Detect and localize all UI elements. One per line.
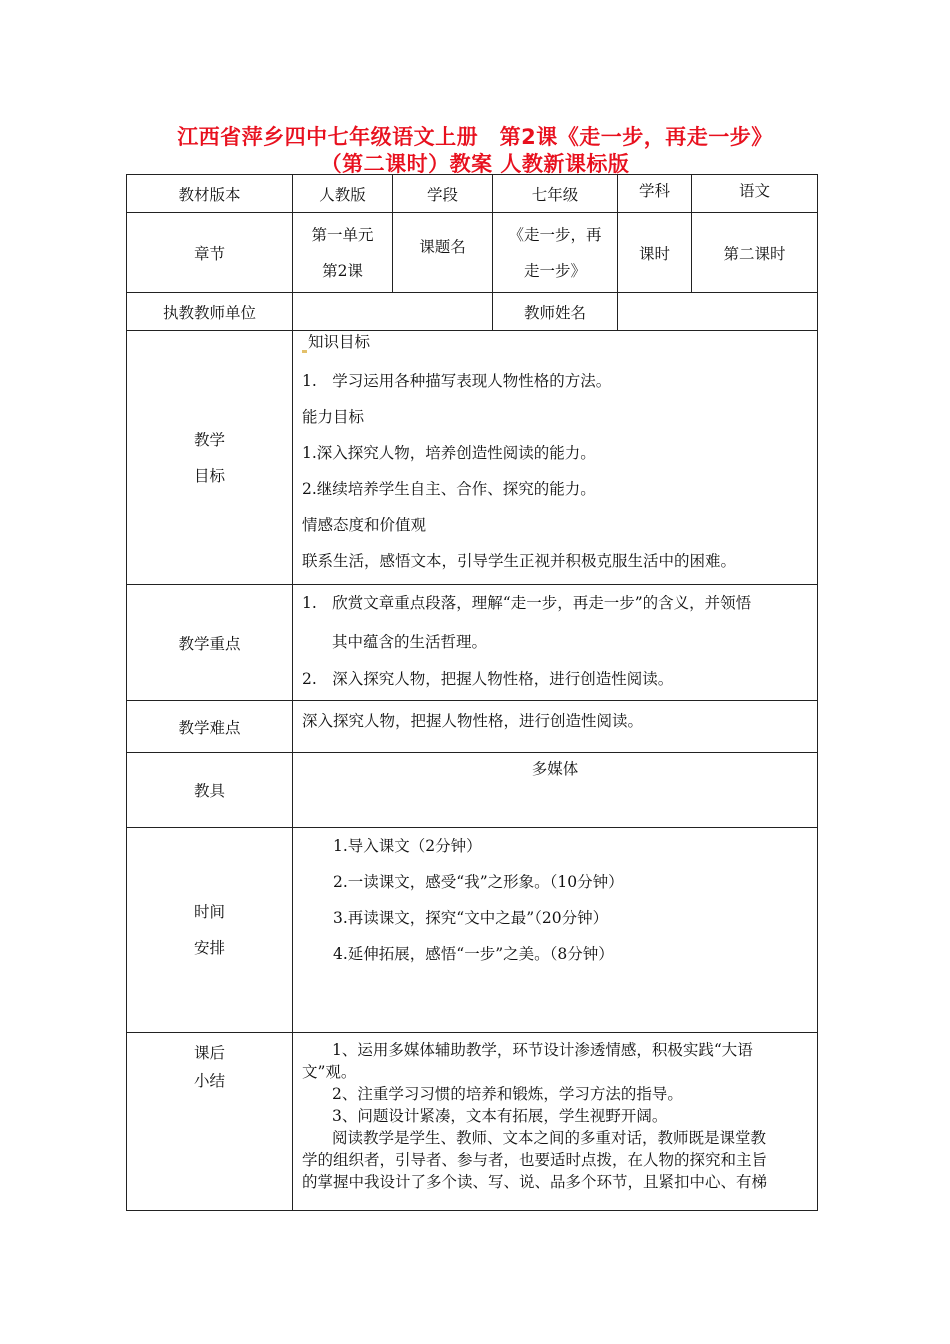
key-points-content xyxy=(293,585,818,701)
summary-label: 课后 小结 xyxy=(127,1033,293,1211)
cell-label: 章节 xyxy=(127,213,293,293)
table-row xyxy=(127,293,818,331)
time-content xyxy=(293,828,818,1033)
summary-line: 学的组织者，引导者、参与者，也要适时点拨，在人物的探究和主旨 xyxy=(302,1151,768,1169)
cell-value: 七年级 xyxy=(493,175,618,213)
cell-label: 教材版本 xyxy=(127,175,293,213)
tools-label: 教具 xyxy=(127,753,293,828)
cell-label: 课时 xyxy=(618,213,692,293)
key-line: 1. 欣赏文章重点段落，理解“走一步，再走一步”的含义，并领悟 xyxy=(302,594,752,612)
summary-line: 阅读教学是学生、教师、文本之间的多重对话，教师既是课堂教 xyxy=(332,1129,767,1147)
summary-line: 的掌握中我设计了多个读、写、说、品多个环节，且紧扣中心、有梯 xyxy=(302,1173,768,1191)
goals-line: 联系生活，感悟文本，引导学生正视并积极克服生活中的困难。 xyxy=(302,552,737,570)
key-line: 2. 深入探究人物，把握人物性格，进行创造性阅读。 xyxy=(302,670,674,688)
cell-value: 第二课时 xyxy=(692,213,818,293)
summary-line: 2、注重学习习惯的培养和锻炼，学习方法的指导。 xyxy=(332,1085,683,1103)
table-row xyxy=(127,175,818,213)
cell-label: 学科 xyxy=(618,175,692,213)
cell-line: 第2课 xyxy=(322,261,363,280)
list-item: 1.导入课文（2分钟） xyxy=(333,837,482,855)
goals-line: 2.继续培养学生自主、合作、探究的能力。 xyxy=(302,480,596,498)
goals-line: 知识目标 xyxy=(308,333,371,351)
cell-label: 课题名 xyxy=(393,213,493,293)
document-title-line2: （第二课时）教案 人教新课标版 xyxy=(320,152,630,176)
difficulty-label: 教学难点 xyxy=(127,701,293,753)
summary-line: 1、运用多媒体辅助教学，环节设计渗透情感，积极实践“大语 xyxy=(332,1041,753,1059)
cell-label: 学段 xyxy=(393,175,493,213)
summary-line: 3、问题设计紧凑，文本有拓展，学生视野开阔。 xyxy=(332,1107,668,1125)
difficulty-content: 深入探究人物，把握人物性格，进行创造性阅读。 xyxy=(293,701,818,753)
table-row xyxy=(127,828,818,1033)
lesson-plan-table xyxy=(126,174,818,1211)
cell-value xyxy=(493,213,618,293)
list-item: 3.再读课文，探究“文中之最”（20分钟） xyxy=(333,909,609,927)
goals-line: 能力目标 xyxy=(302,408,365,426)
cell-line: 走一步》 xyxy=(523,261,586,280)
summary-line: 文”观。 xyxy=(302,1063,357,1081)
key-line: 其中蕴含的生活哲理。 xyxy=(332,633,488,651)
cell-line: 第一单元 xyxy=(311,225,374,244)
cell-value xyxy=(293,293,493,331)
document-title-line1: 江西省萍乡四中七年级语文上册 第2课《走一步，再走一步》 xyxy=(177,125,773,149)
tools-content: 多媒体 xyxy=(293,753,818,828)
time-label: 时间 安排 xyxy=(127,828,293,1033)
key-points-label: 教学重点 xyxy=(127,585,293,701)
cell-value: 人教版 xyxy=(293,175,393,213)
table-row xyxy=(127,701,818,753)
table-row xyxy=(127,753,818,828)
table-row xyxy=(127,1033,818,1211)
cell-label: 教师姓名 xyxy=(493,293,618,331)
cell-line: 《走一步，再 xyxy=(508,225,602,244)
cell-label: 执教教师单位 xyxy=(127,293,293,331)
goals-label: 教学 目标 xyxy=(127,331,293,585)
table-row xyxy=(127,213,818,293)
cell-value: 语文 xyxy=(692,175,818,213)
table-row xyxy=(127,585,818,701)
goals-line: 情感态度和价值观 xyxy=(302,516,427,534)
table-row xyxy=(127,331,818,585)
summary-content xyxy=(293,1033,818,1211)
goals-line: 1. 学习运用各种描写表现人物性格的方法。 xyxy=(302,372,612,390)
cell-value xyxy=(618,293,818,331)
goals-content xyxy=(293,331,818,585)
cell-value xyxy=(293,213,393,293)
goals-line: 1.深入探究人物，培养创造性阅读的能力。 xyxy=(302,444,596,462)
list-item: 2.一读课文，感受“我”之形象。（10分钟） xyxy=(333,873,624,891)
highlight-mark xyxy=(302,350,307,353)
list-item: 4.延伸拓展，感悟“一步”之美。（8分钟） xyxy=(333,945,614,963)
